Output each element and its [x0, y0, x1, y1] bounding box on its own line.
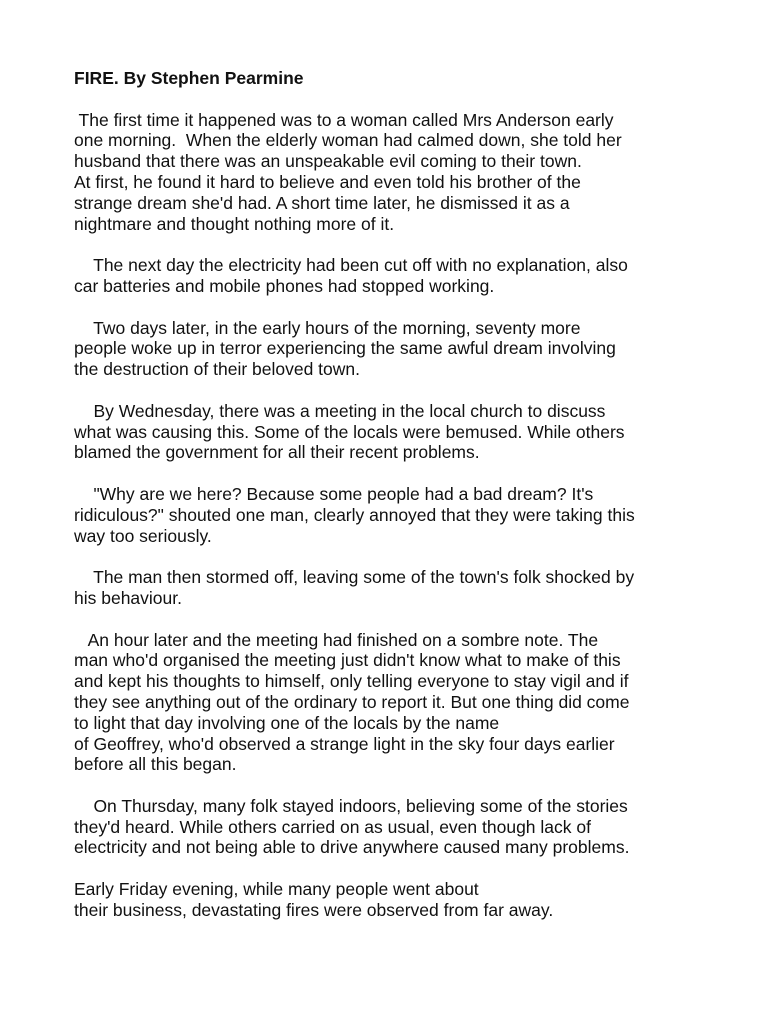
paragraph-line: blamed the government for all their recent problems.: [74, 442, 480, 463]
paragraph: [74, 879, 734, 921]
paragraph-line: way too seriously.: [74, 525, 212, 546]
paragraph: [74, 255, 734, 297]
paragraph-line: Two days later, in the early hours of the morning, seventy more: [74, 317, 581, 338]
paragraph-line: they'd heard. While others carried on as usual, even though lack of: [74, 816, 591, 837]
paragraph-line: By Wednesday, there was a meeting in the local church to discuss: [74, 400, 606, 421]
paragraph-line: strange dream she'd had. A short time later, he dismissed it as a: [74, 192, 570, 213]
paragraph-line: Early Friday evening, while many people went about: [74, 879, 479, 900]
paragraph-line: the destruction of their beloved town.: [74, 359, 361, 380]
paragraph-line: husband that there was an unspeakable evil coming to their town.: [74, 151, 582, 172]
paragraph-line: to light that day involving one of the locals by the name: [74, 712, 500, 733]
paragraph: [74, 567, 734, 609]
paragraph: [74, 401, 734, 463]
paragraph: [74, 110, 734, 235]
paragraph-line: man who'd organised the meeting just didn't know what to make of this: [74, 650, 621, 671]
paragraph-line: electricity and not being able to drive anywhere caused many problems.: [74, 837, 630, 858]
paragraph-line: one morning. When the elderly woman had calmed down, she told her: [74, 130, 622, 151]
paragraph-line: what was causing this. Some of the locals were bemused. While others: [74, 421, 625, 442]
paragraph: [74, 630, 734, 776]
paragraph-line: The man then stormed off, leaving some of the town's folk shocked by: [74, 567, 635, 588]
paragraph-line: they see anything out of the ordinary to report it. But one thing did come: [74, 691, 630, 712]
document-body: [74, 110, 734, 921]
paragraph-line: and kept his thoughts to himself, only telling everyone to stay vigil and if: [74, 671, 629, 692]
paragraph-line: At first, he found it hard to believe and even told his brother of the: [74, 171, 581, 192]
paragraph-line: ridiculous?" shouted one man, clearly annoyed that they were taking this: [74, 504, 635, 525]
paragraph-line: An hour later and the meeting had finished on a sombre note. The: [74, 629, 599, 650]
paragraph-line: before all this began.: [74, 754, 237, 775]
paragraph-line: their business, devastating fires were observed from far away.: [74, 899, 554, 920]
paragraph: [74, 318, 734, 380]
document-title: FIRE. By Stephen Pearmine: [74, 68, 304, 88]
paragraph-line: "Why are we here? Because some people had a bad dream? It's: [74, 483, 594, 504]
paragraph-line: nightmare and thought nothing more of it.: [74, 213, 395, 234]
paragraph-line: car batteries and mobile phones had stopped working.: [74, 275, 495, 296]
paragraph-line: people woke up in terror experiencing the same awful dream involving: [74, 338, 616, 359]
paragraph: [74, 484, 734, 546]
paragraph-line: of Geoffrey, who'd observed a strange light in the sky four days earlier: [74, 733, 615, 754]
paragraph-line: On Thursday, many folk stayed indoors, believing some of the stories: [74, 795, 628, 816]
document-page: [74, 68, 734, 941]
paragraph: [74, 796, 734, 858]
paragraph-line: The first time it happened was to a woman called Mrs Anderson early: [74, 109, 614, 130]
paragraph-line: The next day the electricity had been cut off with no explanation, also: [74, 255, 628, 276]
paragraph-line: his behaviour.: [74, 587, 182, 608]
